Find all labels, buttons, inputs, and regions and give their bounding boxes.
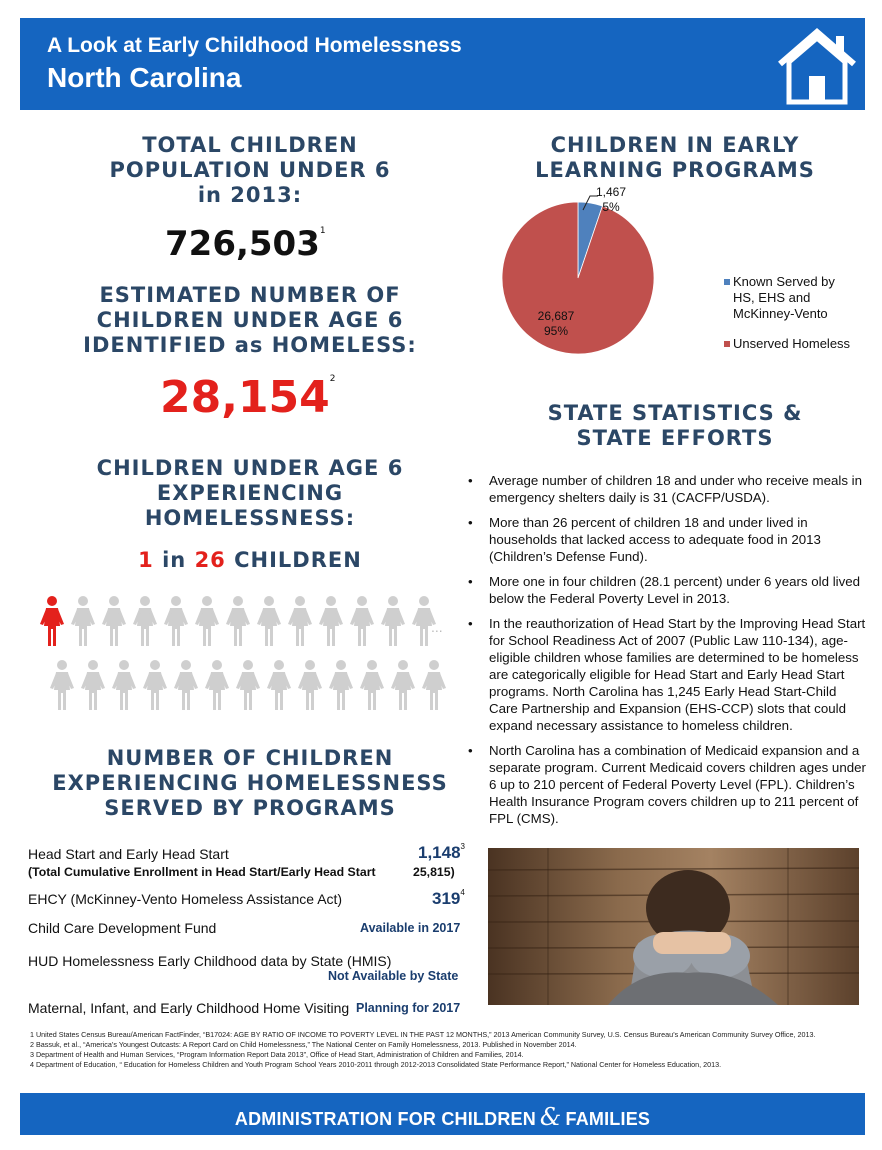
program-value-hud: Not Available by State [328, 969, 459, 983]
footer-text-right: FAMILIES [565, 1109, 651, 1129]
heading-line: POPULATION UNDER 6 [109, 158, 391, 183]
legend-text: Known Served by [733, 274, 835, 289]
person-icon [381, 596, 405, 646]
program-label-ccdf: Child Care Development Fund [28, 920, 217, 936]
population-number: 726,503 [165, 224, 320, 264]
person-icon [205, 660, 229, 710]
data-label: 1,467 [595, 185, 627, 199]
program-value: 319 [432, 889, 461, 908]
person-icon [350, 596, 374, 646]
person-icon [360, 660, 384, 710]
header-title: A Look at Early Childhood Homelessness [47, 34, 462, 57]
person-icon [319, 596, 343, 646]
person-icon [112, 660, 136, 710]
footer-text-left: ADMINISTRATION FOR CHILDREN [234, 1109, 536, 1129]
footnote: 4 Department of Education, “ Education for Homeless Children and Youth Program School Years 2010-2011 through 2012-2013 Consolidated State Performance Report,” National Center for Homeless Education, 2013. [30, 1060, 722, 1069]
legend-text: HS, EHS and [733, 290, 811, 305]
person-icon [298, 660, 322, 710]
data-label: 26,687 [537, 309, 575, 323]
person-icon [81, 660, 105, 710]
ratio-numerator: 1 [138, 548, 154, 572]
program-label-cumulative: (Total Cumulative Enrollment in Head Start/Early Head Start [28, 865, 376, 879]
heading-line: SERVED BY PROGRAMS [104, 796, 396, 821]
footnote: 2 Bassuk, et al., “America’s Youngest Outcasts: A Report Card on Child Homelessness,” The National Center on Family Homelessness, 2013. Published in November 2014. [30, 1040, 577, 1049]
population-heading [40, 133, 460, 209]
person-icon [257, 596, 281, 646]
legend-swatch [724, 279, 730, 285]
heading-line: NUMBER OF CHILDREN [106, 746, 394, 770]
person-icon [288, 596, 312, 646]
heading-line: CHILDREN UNDER AGE 6 [96, 456, 404, 480]
heading-line: CHILDREN UNDER AGE 6 [96, 308, 404, 333]
person-icon [195, 596, 219, 646]
data-label: 5% [602, 200, 620, 214]
person-icon [50, 660, 74, 710]
person-icon [174, 660, 198, 710]
footnote-ref: 1 [319, 226, 326, 236]
heading-line: LEARNING PROGRAMS [535, 158, 815, 183]
pie-slice [502, 202, 654, 354]
child-photo [488, 848, 859, 1005]
footnote-ref: 3 [460, 842, 465, 852]
list-item: • In the reauthorization of Head Start by the Improving Head Start for School Readiness Act of 2007 (Public Law 110-134), age-eligible children whose families are determined to be homeless are categorically eligible for Head Start and Early Head Start programs. North Carolina has 1,245 Early Head Start-Child Care Partnership and Expansion (EHS-CCP) slots that could expand necessary assistance to homeless children. [468, 615, 868, 734]
footer-ampersand: & [539, 1103, 562, 1131]
heading-line: HOMELESSNESS: [144, 506, 356, 531]
state-stats-list [468, 472, 868, 835]
heading-line: STATE EFFORTS [576, 426, 774, 451]
program-value: 1,148 [418, 843, 461, 862]
list-item: • More one in four children (28.1 percent) under 6 years old lived below the Federal Poverty Level in 2013. [468, 573, 868, 607]
homeless-estimate-value [160, 372, 336, 423]
heading-line: IDENTIFIED as HOMELESS: [83, 333, 417, 358]
person-icon [422, 660, 446, 710]
heading-line: in 2013: [197, 183, 303, 208]
list-item: • More than 26 percent of children 18 and under lived in households that lacked access to adequate food in 2013 (Children’s Defense Fund). [468, 514, 868, 565]
footer-text [235, 1103, 650, 1131]
experiencing-heading [30, 456, 470, 532]
legend-item-known-served [724, 274, 835, 322]
heading-line: STATE STATISTICS & [547, 401, 803, 425]
list-item: • North Carolina has a combination of Medicaid expansion and a separate program. Current Medicaid covers children ages under 6 up to 210 percent of Federal Poverty Level (FPL). Children’s Health Insurance Program covers children up to 211 percent of FPL (CMS). [468, 742, 868, 827]
program-label-ehcy: EHCY (McKinney-Vento Homeless Assistance Act) [28, 891, 343, 907]
heading-line: CHILDREN IN EARLY [550, 133, 800, 157]
heading-line: EXPERIENCING HOMELESSNESS [52, 771, 448, 796]
house-icon [774, 24, 860, 106]
program-label-hud: HUD Homelessness Early Childhood data by State (HMIS) [28, 953, 392, 969]
program-value-cumulative: 25,815) [413, 865, 455, 879]
legend-swatch [724, 341, 730, 347]
footnote-ref: 4 [460, 888, 465, 898]
heading-line: EXPERIENCING [156, 481, 344, 506]
homeless-estimate-heading [30, 283, 470, 359]
person-icon [236, 660, 260, 710]
legend-text: McKinney-Vento [733, 306, 828, 321]
footnotes [30, 1030, 840, 1070]
person-icon [102, 596, 126, 646]
person-icon [40, 596, 64, 646]
ellipsis: ... [431, 619, 443, 635]
ratio-label: CHILDREN [234, 548, 362, 572]
state-stats-heading [505, 401, 845, 451]
person-icon [143, 660, 167, 710]
person-icon [71, 596, 95, 646]
person-icon [133, 596, 157, 646]
program-label-miechv: Maternal, Infant, and Early Childhood Home Visiting [28, 1000, 350, 1016]
person-icon [329, 660, 353, 710]
person-icon [164, 596, 188, 646]
ratio-denominator: 26 [194, 548, 226, 572]
program-value-miechv: Planning for 2017 [356, 1001, 461, 1015]
ratio-in: in [162, 548, 187, 572]
legend-item-unserved [724, 336, 850, 352]
list-item: • Average number of children 18 and under who receive meals in emergency shelters daily is 31 (CACFP/USDA). [468, 472, 868, 506]
heading-line: TOTAL CHILDREN [142, 133, 358, 157]
header-state-name: North Carolina [47, 62, 242, 93]
person-icon [391, 660, 415, 710]
footnote: 1 United States Census Bureau/American FactFinder, “B17024: AGE BY RATIO OF INCOME TO POVERTY LEVEL IN THE PAST 12 MONTHS,” 2013 American Community Survey, U.S. Census Bureau’s American Community Survey Office, 2013. [30, 1030, 816, 1039]
person-icon [267, 660, 291, 710]
person-icon [226, 596, 250, 646]
heading-line: ESTIMATED NUMBER OF [99, 283, 401, 307]
header-banner [20, 18, 865, 110]
footnote: 3 Department of Health and Human Services, “Program Information Report Data 2013”, Office of Head Start, Administration of Children and Families, 2014. [30, 1050, 524, 1059]
footer-banner [20, 1093, 865, 1135]
program-value-head-start [418, 843, 465, 863]
ratio-text [30, 548, 470, 572]
population-value [165, 224, 326, 264]
served-heading [30, 746, 470, 822]
data-label: 95% [543, 324, 569, 338]
program-value-ccdf: Available in 2017 [360, 921, 461, 935]
people-figures [38, 594, 458, 714]
early-learning-heading [505, 133, 845, 183]
legend-text: Unserved Homeless [733, 336, 851, 351]
program-value-ehcy [432, 889, 465, 909]
footnote-ref: 2 [329, 374, 336, 384]
program-label-head-start: Head Start and Early Head Start [28, 846, 229, 862]
homeless-number: 28,154 [160, 372, 330, 423]
